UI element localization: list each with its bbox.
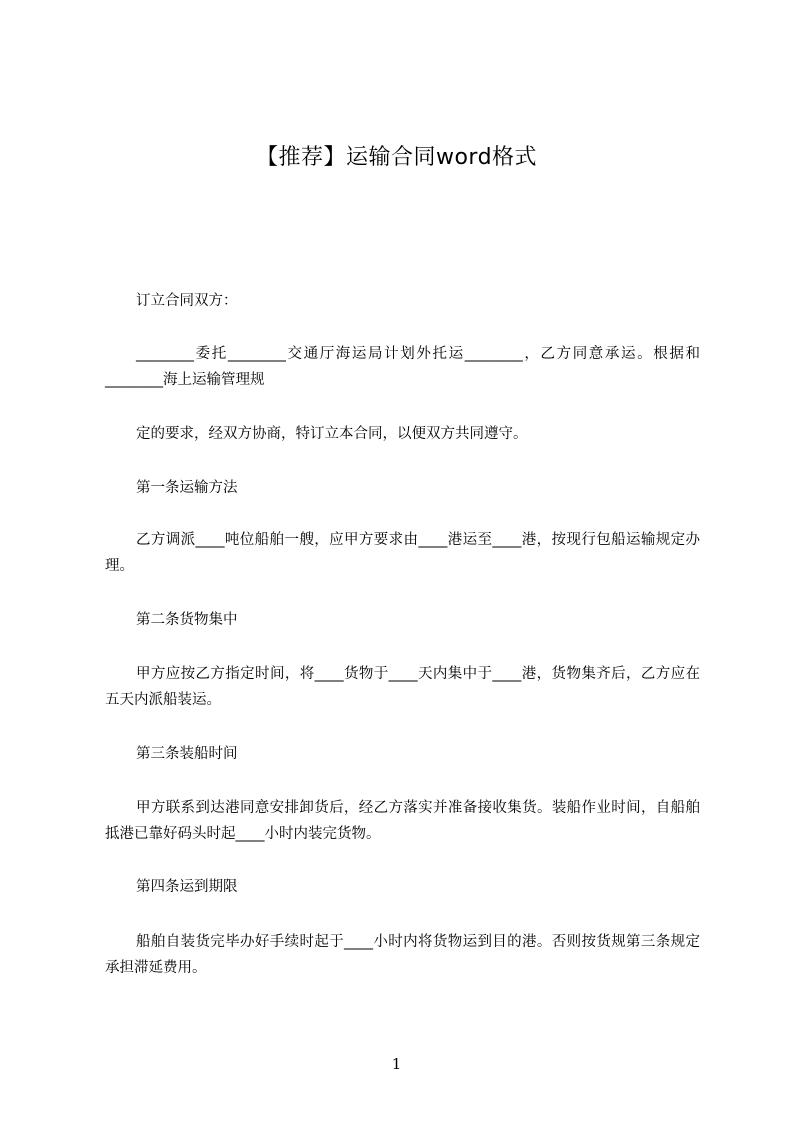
paragraph-article-4: 船舶自装货完毕办好手续时起于____小时内将货物运到目的港。否则按货规第三条规定承担滞延费用。 [105, 934, 700, 976]
paragraph-intro: ________委托________交通厅海运局计划外托运________，乙方同意承运。根据和________海上运输管理规 [105, 346, 700, 388]
document-title: 【推荐】运输合同word格式 [255, 145, 538, 170]
paragraph-article-3: 甲方联系到达港同意安排卸货后，经乙方落实并准备接收集货。装船作业时间，自船舶抵港已靠好码头时起____小时内装完货物。 [105, 800, 700, 842]
section-heading-2: 第二条货物集中 [136, 612, 238, 628]
section-heading-3: 第三条装船时间 [136, 746, 238, 762]
paragraph-agreement: 定的要求，经双方协商，特订立本合同，以便双方共同遵守。 [136, 426, 528, 442]
paragraph-article-2: 甲方应按乙方指定时间，将____货物于____天内集中于____港，货物集齐后，乙方应在五天内派船装运。 [105, 666, 700, 708]
section-heading-4: 第四条运到期限 [136, 879, 238, 895]
page-number: 1 [391, 1055, 402, 1073]
section-heading-1: 第一条运输方法 [136, 480, 238, 496]
paragraph-parties: 订立合同双方： [136, 293, 238, 309]
paragraph-article-1: 乙方调派____吨位船舶一艘，应甲方要求由____港运至____港，按现行包船运输规定办理。 [105, 532, 700, 574]
